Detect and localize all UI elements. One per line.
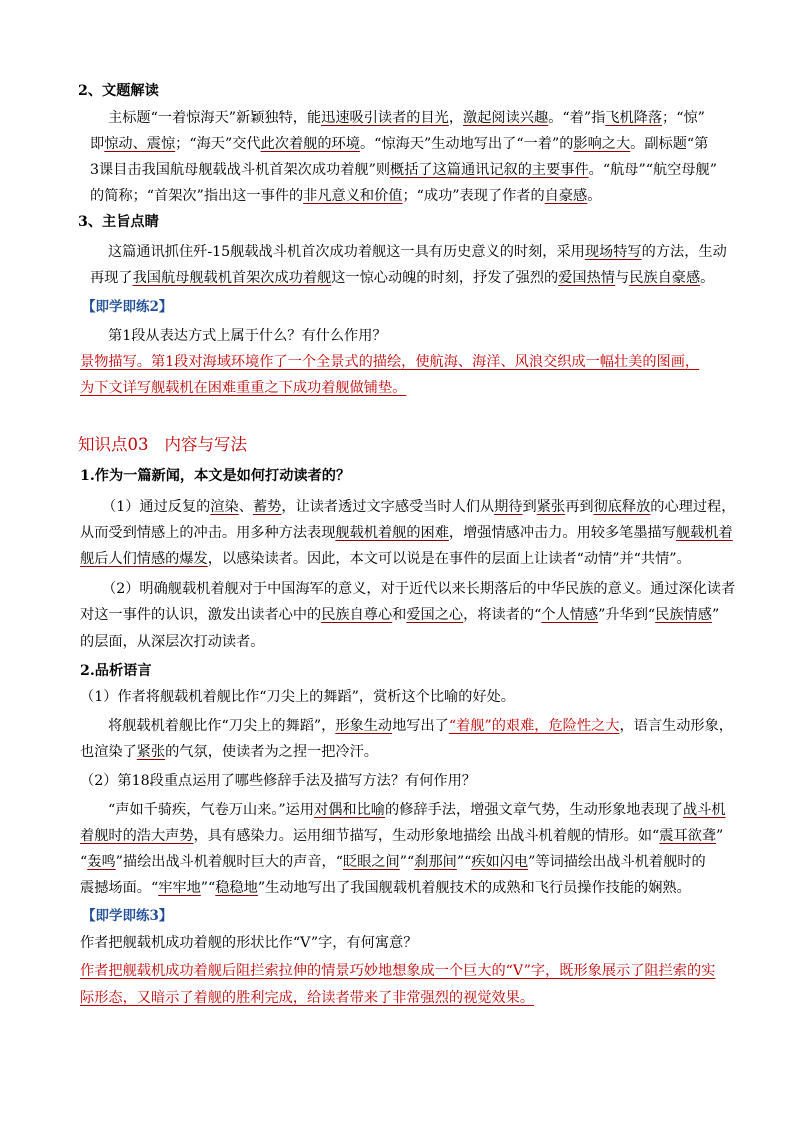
- text-run: 、: [238, 499, 253, 515]
- underlined-keyword: 稳稳地: [215, 880, 258, 896]
- underlined-keyword: 蓄势: [252, 499, 282, 515]
- text-run: 的修辞手法，增强文章气势，生动形象地表现了: [385, 802, 683, 818]
- text-run: 的方法，生动: [641, 244, 727, 260]
- underlined-keyword: 爱国热情: [558, 270, 615, 286]
- q2-sub2-line-2: [80, 825, 723, 847]
- q1-p1-line-1: [102, 496, 735, 518]
- underlined-keyword: 眨眼之间: [342, 854, 400, 870]
- text-run: 主标题“一着惊海天”新颖独特，能: [108, 110, 322, 126]
- text-run: （1）通过反复的: [102, 499, 211, 515]
- underlined-keyword: 飞机降落: [605, 110, 663, 126]
- underlined-keyword: 对偶和比喻: [314, 802, 385, 818]
- paragraph-main-idea-line-1: [108, 241, 727, 263]
- text-run: “声如千骑疾，气卷万山来。”运用: [108, 802, 315, 818]
- underlined-keyword: 震耳欲聋: [659, 828, 717, 844]
- text-run: ，增强情感冲击力。用较多笔墨描写: [448, 525, 676, 541]
- q1-p2-line-2: [80, 604, 719, 626]
- section-03-name: 内容与写法: [164, 435, 247, 454]
- underlined-keyword: 惊动、震惊: [104, 136, 176, 152]
- underlined-keyword: “着舰”的艰难，危险性之大: [448, 718, 620, 734]
- underlined-keyword: 舰载机着: [675, 525, 733, 541]
- text-run: 。“着”指: [548, 110, 606, 126]
- text-run: 。副标题“第: [630, 136, 709, 152]
- text-run: 震撼场面。“: [80, 880, 159, 896]
- text-run: ；“海天”交代: [175, 136, 261, 152]
- underlined-keyword: 轰鸣: [87, 854, 116, 870]
- text-run: ”“: [456, 854, 472, 870]
- text-run: ”描绘出战斗机着舰时巨大的声音，“: [115, 854, 343, 870]
- practice-2-answer-line-1: 景物描写。第1段对海域环境作了一个全景式的描绘，使航海、海洋、风浪交织成一幅壮美的图画，: [80, 354, 700, 370]
- q2-heading: 2.品析语言: [80, 663, 152, 679]
- q2-sub2-line-4: [80, 877, 691, 899]
- text-run: 到: [522, 499, 537, 515]
- text-run: 再到: [565, 499, 594, 515]
- q1-p1-line-3: [80, 548, 691, 570]
- text-run: 与: [615, 270, 630, 286]
- underlined-keyword: 爱国之心: [406, 607, 464, 623]
- text-run: 将舰载机着舰比作“刀尖上的舞蹈”，: [108, 718, 336, 734]
- underlined-keyword: 此次着舰的环境: [260, 136, 360, 152]
- q2-sub2-question: （2）第18段重点运用了哪些修辞手法及描写方法？有何作用？: [80, 773, 476, 789]
- text-run: 这篇通讯抓住歼-15舰载战斗机首次成功着舰这一具有历史意义的时刻，采用: [108, 244, 585, 260]
- text-run: ，将读者的“: [463, 607, 542, 623]
- section-03-title: [78, 434, 247, 456]
- text-run: 地写出了: [392, 718, 449, 734]
- underlined-keyword: 紧张: [536, 499, 566, 515]
- text-run: 。“惊海天”生动地写出了“一着”的: [359, 136, 574, 152]
- practice-3-label: 【即学即练3】: [82, 908, 173, 924]
- text-run: ”“: [200, 880, 216, 896]
- text-run: ，以感染读者。因此，本文可以说是在事件的层面上让读者“动情”并“共情”。: [207, 551, 691, 567]
- text-run: 再现了: [90, 270, 133, 286]
- q2-sub2-line-3: [80, 851, 706, 873]
- text-run: ；“成功”表现了作者的: [402, 188, 545, 204]
- text-run: ”: [716, 828, 724, 844]
- underlined-keyword: 紧张: [136, 744, 166, 760]
- text-run: 3课目击我国航母舰载战斗机首架次成功着舰”则: [90, 162, 391, 178]
- q1-p2-line-3: 的层面，从深层次打动读者。: [80, 634, 265, 650]
- text-run: ，具有感染力。运用细节描写，生动形象地描绘 出战斗机着舰的情形。如“: [193, 828, 660, 844]
- underlined-keyword: 影响之大: [573, 136, 631, 152]
- q1-p1-line-2: [80, 522, 733, 544]
- text-run: ”等词描绘出战斗机着舰时的: [528, 854, 706, 870]
- underlined-keyword: 个人情感: [541, 607, 599, 623]
- paragraph-title-line-1: [108, 107, 705, 129]
- q1-p2-line-1: [102, 578, 735, 600]
- text-run: 这一惊心动魄的时刻，抒发了强烈的: [331, 270, 559, 286]
- text-run: 的心理过程，: [650, 499, 736, 515]
- text-run: （2）明确舰载机着舰对于中国海军的意义，对于近代以来长期落后的中华民族的意义。通过深化读者: [102, 581, 736, 597]
- text-run: 即: [90, 136, 105, 152]
- text-run: 和: [392, 607, 407, 623]
- text-run: ”升华到“: [598, 607, 656, 623]
- underlined-keyword: 概括了这篇通讯记叙的主要事件: [390, 162, 589, 178]
- q2-sub1-line-2: [80, 741, 378, 763]
- underlined-keyword: 彻底释放: [593, 499, 651, 515]
- heading-3-main-idea: 3、主旨点睛: [78, 214, 159, 230]
- underlined-keyword: 激起阅读兴趣: [463, 110, 549, 126]
- text-run: “: [80, 854, 88, 870]
- text-run: ；“惊”: [662, 110, 705, 126]
- section-03-number: 知识点03: [78, 435, 149, 454]
- underlined-keyword: 舰后人们情感的爆发: [80, 551, 208, 567]
- text-run: 。: [700, 270, 715, 286]
- underlined-keyword: 迅速吸引读者的目光: [321, 110, 449, 126]
- practice-3-answer-line-1: 作者把舰载机成功着舰后阻拦索拉伸的情景巧妙地想象成一个巨大的“V”字，既形象展示了阻拦索的实: [80, 963, 716, 979]
- underlined-keyword: 战斗机: [682, 802, 726, 818]
- underlined-keyword: 疾如闪电: [471, 854, 529, 870]
- underlined-keyword: 渲染: [210, 499, 239, 515]
- underlined-keyword: 我国航母舰载机首架次成功着舰: [132, 270, 332, 286]
- q2-sub1-question: （1）作者将舰载机着舰比作“刀尖上的舞蹈”，赏析这个比喻的好处。: [80, 689, 515, 705]
- underlined-keyword: 期待: [494, 499, 523, 515]
- practice-2-question: 第1段从表达方式上属于什么？有什么作用？: [108, 328, 387, 344]
- paragraph-main-idea-line-2: [90, 267, 714, 289]
- underlined-keyword: 舰载机着舰的困难: [335, 525, 449, 541]
- text-run: 的简称；“首架次”指出这一事件的: [90, 188, 304, 204]
- underlined-keyword: 非凡意义和价值: [303, 188, 403, 204]
- text-run: ，让读者透过文字感受当时人们从: [281, 499, 495, 515]
- underlined-keyword: 着舰时的浩大声势: [80, 828, 194, 844]
- practice-3-question: 作者把舰载机成功着舰的形状比作“V”字，有何寓意？: [80, 935, 418, 951]
- q2-sub1-line-1: [108, 715, 733, 737]
- text-run: 也渲染了: [80, 744, 137, 760]
- underlined-keyword: 民族情感: [655, 607, 712, 623]
- text-run: 从而受到情感上的冲击。用多种方法表现: [80, 525, 336, 541]
- underlined-keyword: 民族自尊心: [321, 607, 393, 623]
- paragraph-title-line-2: [90, 133, 708, 155]
- text-run: ”: [711, 607, 720, 623]
- underlined-keyword: 牢牢地: [158, 880, 201, 896]
- practice-3-answer-line-2: 际形态，又暗示了着舰的胜利完成，给读者带来了非常强烈的视觉效果。: [80, 990, 535, 1006]
- heading-2-title-interpretation: 2、文题解读: [78, 83, 159, 99]
- paragraph-title-line-3: [90, 159, 717, 181]
- text-run: 的气氛，使读者为之捏一把冷汗。: [165, 744, 378, 760]
- practice-2-answer-line-2: 为下文详写舰载机在困难重重之下成功着舰做铺垫。: [80, 380, 407, 396]
- underlined-keyword: 民族自豪感: [629, 270, 701, 286]
- underlined-keyword: 现场特写: [584, 244, 642, 260]
- text-run: ”生动地写出了我国舰载机着舰技术的成熟和飞行员操作技能的娴熟。: [257, 880, 691, 896]
- text-run: ，: [448, 110, 464, 126]
- text-run: 。“航母”“航空母舰”: [588, 162, 717, 178]
- practice-2-label: 【即学即练2】: [82, 299, 173, 315]
- q1-heading: 1.作为一篇新闻，本文是如何打动读者的？: [80, 468, 351, 484]
- underlined-keyword: 刹那间: [414, 854, 457, 870]
- q2-sub2-line-1: [108, 799, 726, 821]
- text-run: 对这一事件的认识，激发出读者心中的: [80, 607, 322, 623]
- text-run: ，语言生动形象，: [619, 718, 733, 734]
- text-run: 。: [587, 188, 602, 204]
- text-run: ”“: [399, 854, 415, 870]
- underlined-keyword: 形象生动: [335, 718, 393, 734]
- paragraph-title-line-4: [90, 185, 601, 207]
- underlined-keyword: 自豪感: [544, 188, 588, 204]
